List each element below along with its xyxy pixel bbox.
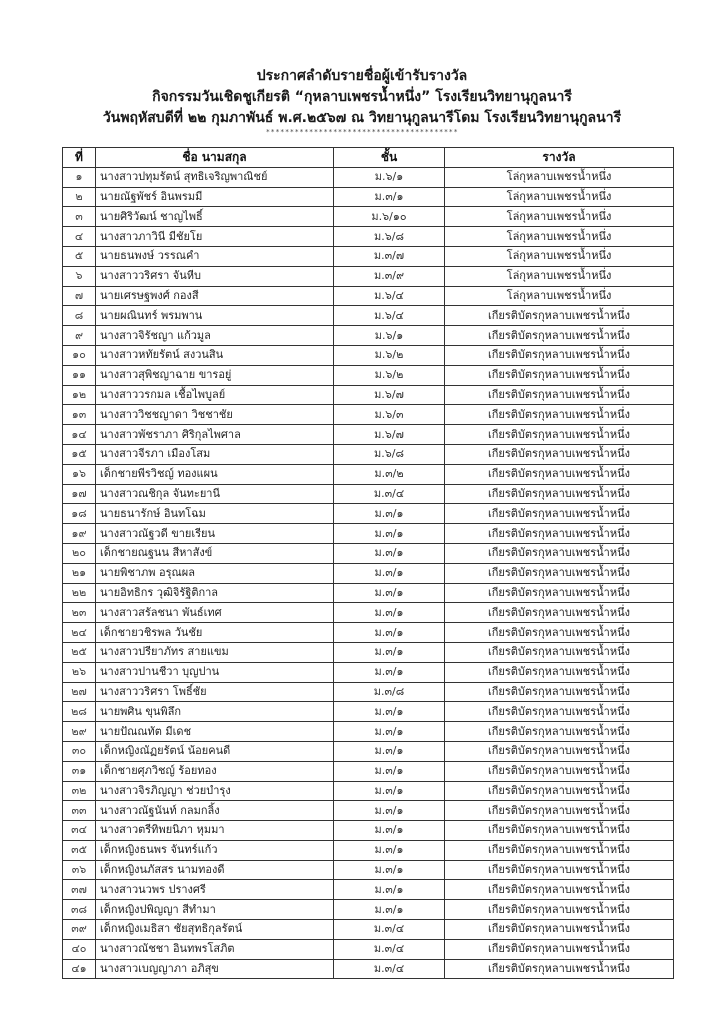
student-name: นางสาววรกมล เชื้อไพบูลย์ xyxy=(96,385,334,405)
award-name: เกียรติบัตรกุหลาบเพชรน้ำหนึ่ง xyxy=(445,464,674,484)
row-number: ๑๕ xyxy=(63,444,96,464)
student-name: เด็กชายวชิรพล วันชัย xyxy=(96,623,334,643)
class-level: ม.๓/๑ xyxy=(334,840,445,860)
student-name: นางสาววิชชญาดา วิชชาชัย xyxy=(96,405,334,425)
award-name: เกียรติบัตรกุหลาบเพชรน้ำหนึ่ง xyxy=(445,583,674,603)
class-level: ม.๓/๑ xyxy=(334,722,445,742)
award-name: เกียรติบัตรกุหลาบเพชรน้ำหนึ่ง xyxy=(445,524,674,544)
award-name: เกียรติบัตรกุหลาบเพชรน้ำหนึ่ง xyxy=(445,444,674,464)
award-name: โล่กุหลาบเพชรน้ำหนึ่ง xyxy=(445,246,674,266)
award-name: เกียรติบัตรกุหลาบเพชรน้ำหนึ่ง xyxy=(445,484,674,504)
award-name: เกียรติบัตรกุหลาบเพชรน้ำหนึ่ง xyxy=(445,702,674,722)
row-number: ๑๘ xyxy=(63,504,96,524)
student-name: นายปัณณทัต มีเดช xyxy=(96,722,334,742)
row-number: ๓ xyxy=(63,207,96,227)
table-row xyxy=(63,623,674,643)
student-name: นางสาวสรัลชนา พันธ์เทศ xyxy=(96,603,334,623)
student-name: เด็กหญิงธนพร จันทร์แก้ว xyxy=(96,840,334,860)
award-name: เกียรติบัตรกุหลาบเพชรน้ำหนึ่ง xyxy=(445,662,674,682)
award-name: โล่กุหลาบเพชรน้ำหนึ่ง xyxy=(445,286,674,306)
class-level: ม.๖/๔ xyxy=(334,286,445,306)
table-row xyxy=(63,959,674,979)
award-name: เกียรติบัตรกุหลาบเพชรน้ำหนึ่ง xyxy=(445,563,674,583)
award-name: เกียรติบัตรกุหลาบเพชรน้ำหนึ่ง xyxy=(445,345,674,365)
award-name: เกียรติบัตรกุหลาบเพชรน้ำหนึ่ง xyxy=(445,741,674,761)
class-level: ม.๓/๑ xyxy=(334,583,445,603)
row-number: ๑๑ xyxy=(63,365,96,385)
table-row xyxy=(63,345,674,365)
row-number: ๓๒ xyxy=(63,781,96,801)
class-level: ม.๖/๗ xyxy=(334,425,445,445)
student-name: นางสาวณัฐนันท์ กลมกลิ้ง xyxy=(96,801,334,821)
table-row xyxy=(63,801,674,821)
award-name: เกียรติบัตรกุหลาบเพชรน้ำหนึ่ง xyxy=(445,860,674,880)
class-level: ม.๓/๑ xyxy=(334,662,445,682)
student-name: นางสาวตรีทิพยนิภา หุมมา xyxy=(96,821,334,841)
row-number: ๓๖ xyxy=(63,860,96,880)
table-row xyxy=(63,761,674,781)
student-name: เด็กหญิงนภัสสร นามทองดี xyxy=(96,860,334,880)
class-level: ม.๓/๑ xyxy=(334,761,445,781)
row-number: ๑๖ xyxy=(63,464,96,484)
class-level: ม.๓/๑ xyxy=(334,623,445,643)
row-number: ๑๒ xyxy=(63,385,96,405)
row-number: ๕ xyxy=(63,246,96,266)
class-level: ม.๓/๑ xyxy=(334,524,445,544)
student-name: นางสาววริศรา จันหีบ xyxy=(96,266,334,286)
class-level: ม.๓/๑ xyxy=(334,603,445,623)
table-row xyxy=(63,306,674,326)
table-row xyxy=(63,187,674,207)
award-name: เกียรติบัตรกุหลาบเพชรน้ำหนึ่ง xyxy=(445,781,674,801)
row-number: ๑๗ xyxy=(63,484,96,504)
class-level: ม.๓/๑ xyxy=(334,741,445,761)
row-number: ๔๑ xyxy=(63,959,96,979)
student-name: นางสาวภาวินี มีชัยโย xyxy=(96,227,334,247)
student-name: นางสาวหทัยรัตน์ สงวนสิน xyxy=(96,345,334,365)
row-number: ๒๘ xyxy=(63,702,96,722)
student-name: นายพศิน ขุนพิลึก xyxy=(96,702,334,722)
class-level: ม.๖/๒ xyxy=(334,345,445,365)
table-row xyxy=(63,880,674,900)
row-number: ๓๔ xyxy=(63,821,96,841)
class-level: ม.๓/๑ xyxy=(334,702,445,722)
student-name: นางสาววริศรา โพธิ์ชัย xyxy=(96,682,334,702)
table-row xyxy=(63,840,674,860)
student-name: เด็กหญิงเมธิสา ชัยสุทธิกุลรัตน์ xyxy=(96,920,334,940)
award-name: เกียรติบัตรกุหลาบเพชรน้ำหนึ่ง xyxy=(445,840,674,860)
student-name: นางสาวพัชราภา ศิริกุลไพศาล xyxy=(96,425,334,445)
row-number: ๔ xyxy=(63,227,96,247)
award-name: เกียรติบัตรกุหลาบเพชรน้ำหนึ่ง xyxy=(445,623,674,643)
student-name: นายอิทธิกร วุฒิจิรัฐิติกาล xyxy=(96,583,334,603)
award-name: เกียรติบัตรกุหลาบเพชรน้ำหนึ่ง xyxy=(445,603,674,623)
class-level: ม.๓/๑ xyxy=(334,900,445,920)
table-row xyxy=(63,603,674,623)
class-level: ม.๖/๓ xyxy=(334,405,445,425)
document-title: ประกาศลำดับรายชื่อผู้เข้ารับรางวัล xyxy=(256,68,468,84)
student-name: นางสาวสุพิชญาฉาย ขารอยู่ xyxy=(96,365,334,385)
row-number: ๒๗ xyxy=(63,682,96,702)
row-number: ๑๙ xyxy=(63,524,96,544)
award-name: โล่กุหลาบเพชรน้ำหนึ่ง xyxy=(445,266,674,286)
row-number: ๓๑ xyxy=(63,761,96,781)
student-name: นางสาวณัชชา อินทพรโสภิต xyxy=(96,939,334,959)
student-name: เด็กหญิงปพิญญา สีทำมา xyxy=(96,900,334,920)
award-name: เกียรติบัตรกุหลาบเพชรน้ำหนึ่ง xyxy=(445,959,674,979)
award-name: โล่กุหลาบเพชรน้ำหนึ่ง xyxy=(445,167,674,187)
separator-line: **************************************** xyxy=(265,128,459,136)
student-name: นายณัฐพัชร์ อินพรมมี xyxy=(96,187,334,207)
student-name: นายเศรษฐพงศ์ กองสี xyxy=(96,286,334,306)
row-number: ๓๐ xyxy=(63,741,96,761)
student-name: นางสาวปานชีวา บุญปาน xyxy=(96,662,334,682)
document-date-line: วันพฤหัสบดีที่ ๒๒ กุมภาพันธ์ พ.ศ.๒๕๖๗ ณ วิทยานุกูลนารีโดม โรงเรียนวิทยานุกูลนารี xyxy=(102,110,622,126)
table-row xyxy=(63,385,674,405)
award-name: เกียรติบัตรกุหลาบเพชรน้ำหนึ่ง xyxy=(445,543,674,563)
class-level: ม.๓/๑ xyxy=(334,187,445,207)
table-row xyxy=(63,662,674,682)
row-number: ๑๓ xyxy=(63,405,96,425)
award-name: โล่กุหลาบเพชรน้ำหนึ่ง xyxy=(445,187,674,207)
table-row xyxy=(63,326,674,346)
column-header-number: ที่ xyxy=(63,148,96,168)
class-level: ม.๖/๘ xyxy=(334,444,445,464)
document-subtitle: กิจกรรมวันเชิดชูเกียรติ “กุหลาบเพชรน้ำหนึ่ง” โรงเรียนวิทยานุกูลนารี xyxy=(152,89,572,105)
class-level: ม.๖/๔ xyxy=(334,306,445,326)
table-row xyxy=(63,484,674,504)
student-name: นายธนพงษ์ วรรณคำ xyxy=(96,246,334,266)
award-name: เกียรติบัตรกุหลาบเพชรน้ำหนึ่ง xyxy=(445,425,674,445)
class-level: ม.๓/๔ xyxy=(334,920,445,940)
award-name: เกียรติบัตรกุหลาบเพชรน้ำหนึ่ง xyxy=(445,306,674,326)
award-name: เกียรติบัตรกุหลาบเพชรน้ำหนึ่ง xyxy=(445,801,674,821)
table-row xyxy=(63,900,674,920)
student-name: นางสาวปทุมรัตน์ สุทธิเจริญพาณิชย์ xyxy=(96,167,334,187)
student-name: นางสาวจิรัชญา แก้วมูล xyxy=(96,326,334,346)
student-name: นางสาวนวพร ปรางศรี xyxy=(96,880,334,900)
table-header-row xyxy=(63,148,674,168)
class-level: ม.๓/๗ xyxy=(334,246,445,266)
table-row xyxy=(63,741,674,761)
student-name: เด็กชายพีรวิชญ์ ทองแผน xyxy=(96,464,334,484)
row-number: ๙ xyxy=(63,326,96,346)
award-name: เกียรติบัตรกุหลาบเพชรน้ำหนึ่ง xyxy=(445,900,674,920)
student-name: เด็กหญิงณัฏยรัตน์ น้อยคนดี xyxy=(96,741,334,761)
class-level: ม.๓/๔ xyxy=(334,959,445,979)
table-row xyxy=(63,860,674,880)
class-level: ม.๓/๑ xyxy=(334,880,445,900)
class-level: ม.๓/๑ xyxy=(334,642,445,662)
row-number: ๘ xyxy=(63,306,96,326)
table-row xyxy=(63,504,674,524)
table-row xyxy=(63,444,674,464)
student-name: นายผณินทร์ พรมพาน xyxy=(96,306,334,326)
table-row xyxy=(63,167,674,187)
table-row xyxy=(63,405,674,425)
table-body xyxy=(63,167,674,979)
table-row xyxy=(63,939,674,959)
row-number: ๒๕ xyxy=(63,642,96,662)
row-number: ๓๓ xyxy=(63,801,96,821)
student-name: เด็กชายศุภวิชญ์ ร้อยทอง xyxy=(96,761,334,781)
class-level: ม.๓/๘ xyxy=(334,682,445,702)
class-level: ม.๖/๑ xyxy=(334,326,445,346)
table-row xyxy=(63,365,674,385)
student-name: นายพิชาภพ อรุณผล xyxy=(96,563,334,583)
row-number: ๔๐ xyxy=(63,939,96,959)
row-number: ๑ xyxy=(63,167,96,187)
class-level: ม.๖/๒ xyxy=(334,365,445,385)
class-level: ม.๓/๔ xyxy=(334,484,445,504)
table-row xyxy=(63,781,674,801)
table-row xyxy=(63,246,674,266)
award-name: เกียรติบัตรกุหลาบเพชรน้ำหนึ่ง xyxy=(445,504,674,524)
class-level: ม.๓/๙ xyxy=(334,266,445,286)
row-number: ๒๓ xyxy=(63,603,96,623)
award-name: เกียรติบัตรกุหลาบเพชรน้ำหนึ่ง xyxy=(445,722,674,742)
awardees-table xyxy=(62,147,674,979)
award-name: เกียรติบัตรกุหลาบเพชรน้ำหนึ่ง xyxy=(445,821,674,841)
column-header-award: รางวัล xyxy=(445,148,674,168)
table-row xyxy=(63,702,674,722)
table-row xyxy=(63,682,674,702)
class-level: ม.๓/๔ xyxy=(334,939,445,959)
student-name: นางสาวจิรภิญญา ช่วยบำรุง xyxy=(96,781,334,801)
class-level: ม.๓/๑ xyxy=(334,781,445,801)
award-name: เกียรติบัตรกุหลาบเพชรน้ำหนึ่ง xyxy=(445,920,674,940)
table-row xyxy=(63,227,674,247)
class-level: ม.๓/๑ xyxy=(334,821,445,841)
student-name: เด็กชายณฐนน สีหาสังข์ xyxy=(96,543,334,563)
award-name: เกียรติบัตรกุหลาบเพชรน้ำหนึ่ง xyxy=(445,405,674,425)
class-level: ม.๖/๑๐ xyxy=(334,207,445,227)
class-level: ม.๓/๑ xyxy=(334,543,445,563)
row-number: ๒๖ xyxy=(63,662,96,682)
table-row xyxy=(63,464,674,484)
row-number: ๓๙ xyxy=(63,920,96,940)
row-number: ๓๗ xyxy=(63,880,96,900)
student-name: นายธนารักษ์ อินทโฉม xyxy=(96,504,334,524)
student-name: นางสาวณชิกุล จันทะยานี xyxy=(96,484,334,504)
row-number: ๑๔ xyxy=(63,425,96,445)
table-row xyxy=(63,642,674,662)
table-row xyxy=(63,543,674,563)
row-number: ๗ xyxy=(63,286,96,306)
column-header-name: ชื่อ นามสกุล xyxy=(96,148,334,168)
award-name: เกียรติบัตรกุหลาบเพชรน้ำหนึ่ง xyxy=(445,682,674,702)
class-level: ม.๓/๒ xyxy=(334,464,445,484)
table-row xyxy=(63,920,674,940)
award-name: เกียรติบัตรกุหลาบเพชรน้ำหนึ่ง xyxy=(445,385,674,405)
class-level: ม.๓/๑ xyxy=(334,563,445,583)
class-level: ม.๖/๘ xyxy=(334,227,445,247)
table-row xyxy=(63,583,674,603)
award-name: เกียรติบัตรกุหลาบเพชรน้ำหนึ่ง xyxy=(445,761,674,781)
class-level: ม.๓/๑ xyxy=(334,504,445,524)
row-number: ๑๐ xyxy=(63,345,96,365)
row-number: ๒๒ xyxy=(63,583,96,603)
class-level: ม.๓/๑ xyxy=(334,860,445,880)
student-name: นางสาวณัฐวดี ขายเรียน xyxy=(96,524,334,544)
row-number: ๓๕ xyxy=(63,840,96,860)
class-level: ม.๓/๑ xyxy=(334,801,445,821)
class-level: ม.๖/๑ xyxy=(334,167,445,187)
award-name: โล่กุหลาบเพชรน้ำหนึ่ง xyxy=(445,227,674,247)
award-name: เกียรติบัตรกุหลาบเพชรน้ำหนึ่ง xyxy=(445,939,674,959)
table-row xyxy=(63,821,674,841)
award-name: โล่กุหลาบเพชรน้ำหนึ่ง xyxy=(445,207,674,227)
student-name: นางสาวเบญญาภา อภิสุข xyxy=(96,959,334,979)
class-level: ม.๖/๗ xyxy=(334,385,445,405)
row-number: ๒๙ xyxy=(63,722,96,742)
award-name: เกียรติบัตรกุหลาบเพชรน้ำหนึ่ง xyxy=(445,880,674,900)
row-number: ๒๑ xyxy=(63,563,96,583)
student-name: นายศิริวัฒน์ ชาญไพธิ์ xyxy=(96,207,334,227)
award-name: เกียรติบัตรกุหลาบเพชรน้ำหนึ่ง xyxy=(445,365,674,385)
row-number: ๒ xyxy=(63,187,96,207)
row-number: ๒๐ xyxy=(63,543,96,563)
row-number: ๒๔ xyxy=(63,623,96,643)
award-name: เกียรติบัตรกุหลาบเพชรน้ำหนึ่ง xyxy=(445,642,674,662)
table-row xyxy=(63,524,674,544)
table-row xyxy=(63,722,674,742)
student-name: นางสาวจีรภา เมืองโสม xyxy=(96,444,334,464)
table-row xyxy=(63,266,674,286)
award-name: เกียรติบัตรกุหลาบเพชรน้ำหนึ่ง xyxy=(445,326,674,346)
row-number: ๓๘ xyxy=(63,900,96,920)
table-row xyxy=(63,207,674,227)
row-number: ๖ xyxy=(63,266,96,286)
table-row xyxy=(63,563,674,583)
column-header-class: ชั้น xyxy=(334,148,445,168)
table-row xyxy=(63,286,674,306)
student-name: นางสาวปรียาภัทร สายแขม xyxy=(96,642,334,662)
table-row xyxy=(63,425,674,445)
